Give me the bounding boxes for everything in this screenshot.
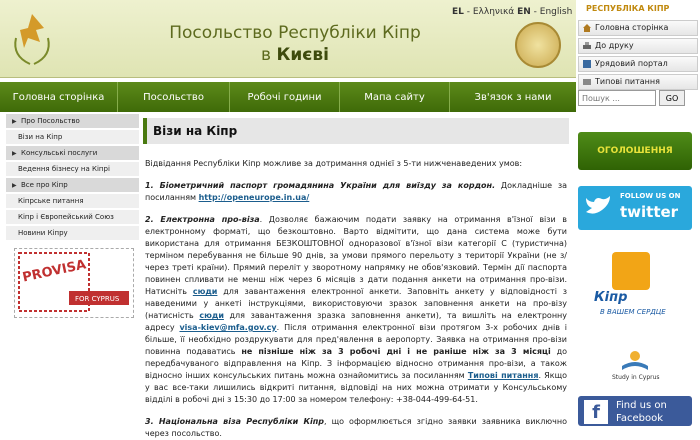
- sidebar-item-eu[interactable]: Кіпр і Європейський Союз: [6, 210, 139, 224]
- main-content: [143, 118, 569, 438]
- language-switcher: EL - Ελληνικά EN - English: [452, 7, 573, 17]
- paragraph-1: 1. Біометричний паспорт громадянина України для виїзду за кордон. Докладніше за посиланням http://openeurope.in.ua/: [145, 181, 568, 202]
- form-download-link[interactable]: сюди: [192, 287, 218, 296]
- facebook-line2: Facebook: [616, 413, 663, 424]
- faq-icon: [583, 78, 591, 86]
- title-prefix: в: [261, 45, 277, 65]
- announcements-banner[interactable]: ОГОЛОШЕННЯ: [578, 132, 692, 170]
- quick-link-faq[interactable]: Типові питання: [578, 74, 698, 90]
- faq-link[interactable]: Типові питання: [467, 371, 539, 380]
- lang-el-code[interactable]: EL: [452, 7, 464, 17]
- expand-arrow-icon: ▶: [12, 150, 17, 157]
- content-body: [143, 144, 569, 440]
- portal-icon: [583, 60, 591, 68]
- quick-link-home[interactable]: Головна сторінка: [578, 20, 698, 36]
- lang-el-link[interactable]: Ελληνικά: [472, 7, 515, 17]
- cyprus-sub: В ВАШЕМ СЕРДЦЕ: [600, 308, 666, 316]
- site-header: [0, 0, 576, 78]
- sidebar-item-consular[interactable]: ▶ Консульські послуги: [6, 146, 139, 160]
- twitter-follow-text: FOLLOW US ON: [620, 192, 681, 200]
- sun-figure-icon: [612, 252, 650, 290]
- title-city: Києві: [276, 45, 329, 65]
- search-input[interactable]: [578, 90, 656, 106]
- sidebar-item-about[interactable]: ▶ Про Посольство: [6, 114, 139, 128]
- sidebar-item-visas[interactable]: Візи на Кіпр: [6, 130, 139, 144]
- main-nav: [0, 82, 576, 112]
- twitter-banner[interactable]: [578, 186, 692, 230]
- nav-contact[interactable]: Зв'язок з нами: [474, 91, 552, 103]
- republic-brand: РЕСПУБЛІКА КІПР: [586, 4, 670, 13]
- cyprus-emblem-icon: [6, 8, 58, 70]
- cyprus-in-heart-banner[interactable]: [578, 250, 692, 322]
- expand-arrow-icon: ▶: [12, 182, 17, 189]
- nav-embassy[interactable]: Посольство: [118, 82, 230, 112]
- nav-home[interactable]: Головна сторінка: [0, 82, 118, 112]
- search-go-button[interactable]: GO: [659, 90, 685, 106]
- embassy-seal-icon: [515, 22, 561, 68]
- study-label: Study in Cyprus: [612, 374, 660, 381]
- openeurope-link[interactable]: http://openeurope.in.ua/: [198, 193, 310, 202]
- paragraph-3: 3. Національна віза Республіки Кіпр, що оформлюється згідно заявки заявника виключно через посольство.: [145, 417, 567, 438]
- lang-en-code[interactable]: EN: [517, 7, 531, 17]
- facebook-line1: Find us on: [616, 400, 667, 411]
- sidebar-item-about-cyprus[interactable]: ▶ Все про Кіпр: [6, 178, 139, 192]
- title-line1: Посольство Республіки Кіпр: [169, 23, 421, 43]
- print-icon: [583, 42, 591, 50]
- quick-link-print[interactable]: До друку: [578, 38, 698, 54]
- stamp-text-top: PROVISA: [21, 257, 88, 286]
- sidebar-item-cyprus-problem[interactable]: Кіпрське питання: [6, 194, 139, 208]
- nav-hours[interactable]: Робочі години: [230, 82, 340, 112]
- provisa-stamp-icon: [15, 249, 133, 317]
- twitter-word: twitter: [620, 203, 679, 221]
- left-sidebar: [6, 114, 139, 303]
- paragraph-2: 2. Електронна про-віза. Дозволяє бажаючим подати заявку на отримання в'їзної візи в електронному форматі, що безкоштовно. Варто відмітити, що дана система може бути використана для отримання БЕЗКОШТОВНОЇ одноразової в'їзної візи категорії С (туристична) терміном перебування не більше 90 днів, за умови прямого перельоту з території України (не з/через треті країни). Прямий переліт у зворотному напрямку не обов'язковий. Термін дії паспорта повинен спливати не менш ніж через 6 місяців з дати подання анкети на отримання про-візи. Натисніть сюди для завантаження електронної анкети. Заповніть анкету у відповідності з наведеними у анкеті інструкціями, використовуючи зразок заповнення анкети на про-візу (натисність сюди для завантаження зразка заповнення анкети), та вишліть на електронну адресу visa-kiev@mfa.gov.cy. Після отримання електронної візи протягом 3-х робочих днів і більше, її необхідно роздрукувати для пред'явлення в аеропорту. Заявка на отримання про-візи повинна подаватись не пізніше ніж за 3 робочі дні і не раніше ніж за 3 місяці до передбачуваного відправлення на Кіпр. З інформацією відносно отримання про-візи, а також відносно інших консульських питань можна ознайомитись за посиланням Типові питання. Якщо у вас все-таки лишились відкриті питання, відповіді на них можна отримати у Консульському відділі в робочі дні з 15:30 до 17:00 за номером телефону: +38-044-499-64-51.: [145, 215, 568, 404]
- home-icon: [583, 24, 591, 32]
- quick-link-portal[interactable]: Урядовий портал: [578, 56, 698, 72]
- provisa-stamp[interactable]: [14, 248, 134, 318]
- expand-arrow-icon: ▶: [12, 118, 17, 125]
- lang-en-link[interactable]: English: [539, 7, 573, 17]
- cyprus-word: Кіпр: [594, 290, 628, 305]
- book-icon: [620, 348, 650, 372]
- right-column: [576, 0, 700, 426]
- facebook-icon: f: [584, 400, 608, 424]
- search-form: [578, 90, 696, 108]
- nav-sitemap[interactable]: Мапа сайту: [340, 82, 450, 112]
- study-in-cyprus-banner[interactable]: [578, 344, 692, 388]
- sidebar-item-news[interactable]: Новини Кіпру: [6, 226, 139, 240]
- stamp-text-bottom: FOR CYPRUS: [75, 295, 120, 303]
- sample-download-link[interactable]: сюди: [199, 311, 224, 320]
- intro-text: Відвідання Республіки Кіпр можливе за дотримання однієї з 5-ти нижченаведених умов:: [145, 159, 523, 168]
- page-title: [150, 22, 440, 66]
- content-title: Візи на Кіпр: [143, 118, 569, 144]
- facebook-banner[interactable]: [578, 396, 692, 426]
- visa-email-link[interactable]: visa-kiev@mfa.gov.cy: [179, 323, 277, 332]
- sidebar-item-business[interactable]: Ведення бізнесу на Кіпрі: [6, 162, 139, 176]
- twitter-bird-icon: [584, 194, 614, 220]
